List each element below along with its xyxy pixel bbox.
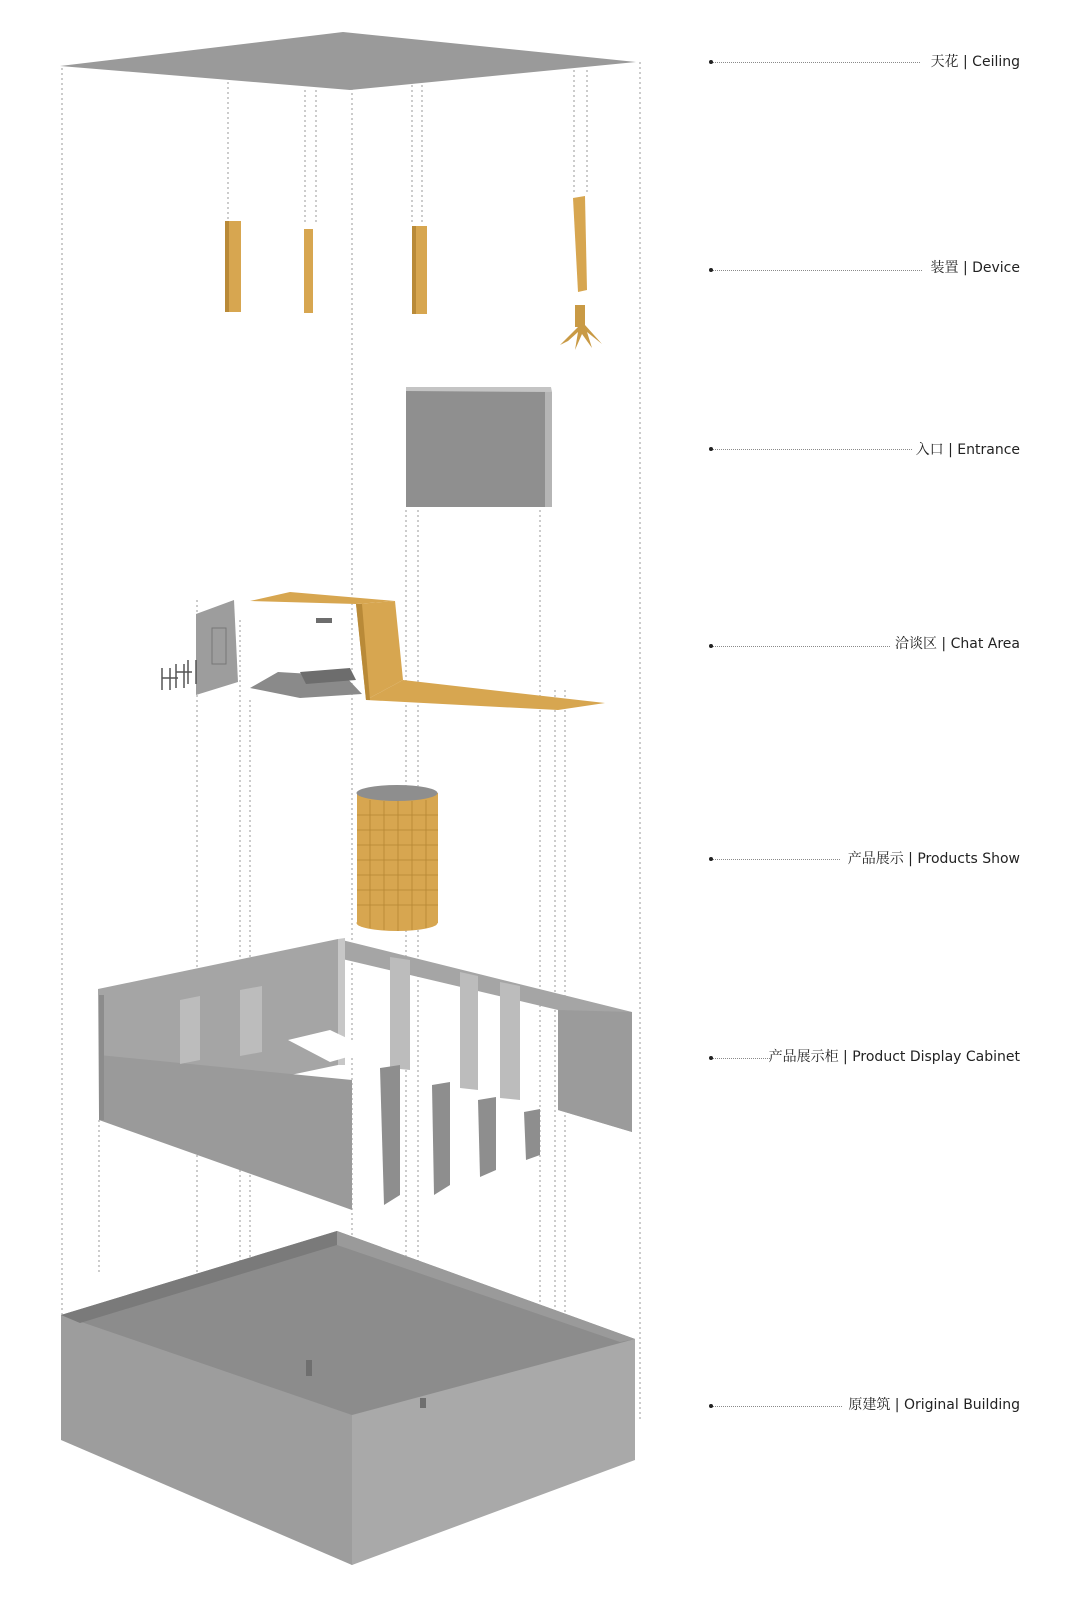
leader-line-entrance	[712, 449, 912, 450]
original-building	[61, 1231, 635, 1565]
leader-line-original-building	[712, 1406, 842, 1407]
label-original-building: 原建筑 | Original Building	[848, 1397, 1020, 1413]
leader-dot-product-display-cabinet	[709, 1056, 713, 1060]
leader-line-product-display-cabinet	[712, 1058, 770, 1059]
ceiling-plane	[60, 32, 636, 90]
label-ceiling: 天花 | Ceiling	[930, 54, 1020, 70]
label-product-display-cabinet: 产品展示柜 | Product Display Cabinet	[768, 1049, 1020, 1065]
label-products-show: 产品展示 | Products Show	[847, 851, 1020, 867]
leader-line-chat-area	[712, 646, 890, 647]
chat-area-floor	[250, 668, 362, 698]
device-tree-root	[560, 305, 602, 350]
products-show-cylinder	[357, 785, 439, 931]
entrance-box	[406, 387, 552, 507]
leader-line-products-show	[712, 859, 840, 860]
chat-area-chairs	[162, 660, 196, 690]
leader-line-ceiling	[712, 62, 920, 63]
chat-area-wall	[196, 600, 238, 695]
label-entrance: 入口 | Entrance	[915, 442, 1020, 458]
leader-dot-device	[709, 268, 713, 272]
product-display-cabinet	[98, 938, 632, 1210]
label-device: 装置 | Device	[930, 260, 1020, 276]
device-hanging-bars	[225, 196, 587, 314]
leader-dot-products-show	[709, 857, 713, 861]
label-chat-area: 洽谈区 | Chat Area	[894, 636, 1020, 652]
leader-dot-ceiling	[709, 60, 713, 64]
leader-line-device	[712, 270, 922, 271]
leader-dot-chat-area	[709, 644, 713, 648]
leader-dot-original-building	[709, 1404, 713, 1408]
leader-dot-entrance	[709, 447, 713, 451]
